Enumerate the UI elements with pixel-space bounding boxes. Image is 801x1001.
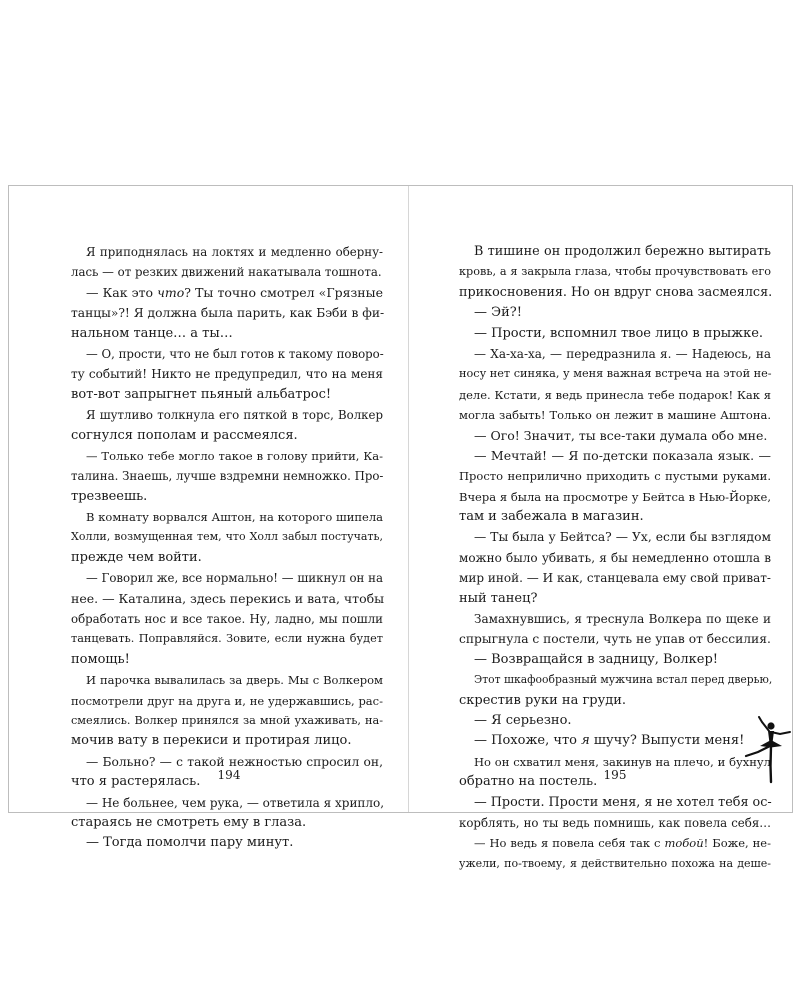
- text-run: Этот шкафообразный мужчина встал перед дверью,: [474, 673, 773, 687]
- left-page-line: [71, 568, 383, 588]
- text-run: — Возвращайся в задницу, Волкер!: [474, 651, 719, 667]
- text-run: ный танец?: [459, 590, 538, 606]
- right-page-line: [459, 466, 771, 486]
- text-run: нальном танце… а ты…: [71, 325, 233, 341]
- text-run: скрестив руки на груди.: [459, 692, 627, 708]
- left-page-line: [71, 629, 383, 649]
- text-run: И парочка вывалилась за дверь. Мы с Волкером: [86, 673, 383, 688]
- text-run: — Ого! Значит, ты все-таки думала обо мне.: [474, 427, 768, 443]
- text-run: можно было убивать, я бы немедленно отошла в: [459, 550, 771, 565]
- text-run: что я растерялась.: [71, 774, 201, 790]
- left-page-line: [71, 548, 383, 568]
- text-run: — Мечтай! — Я по-детски показала язык. —: [474, 447, 771, 463]
- text-run: В тишине он продолжил бережно вытирать: [474, 244, 771, 259]
- left-page-line: [71, 609, 383, 629]
- text-run: обратно на постель.: [459, 774, 598, 790]
- text-run: — Ты была у Бейтса? — Ух, если бы взглядом: [474, 530, 771, 545]
- text-run: носу нет синяка, у меня важная встреча на этой не-: [459, 367, 772, 381]
- text-run: Замахнувшись, я треснула Волкера по щеке и: [474, 612, 771, 627]
- left-page-line: [71, 405, 383, 425]
- left-page-line: [71, 385, 383, 405]
- left-page-line: [71, 833, 383, 853]
- text-run: мочив вату в перекиси и протирая лицо.: [71, 733, 352, 749]
- text-run: ту событий! Никто не предупредил, что на меня: [71, 367, 383, 382]
- text-run: талина. Знаешь, лучше вздремни немножко. Про-: [71, 469, 384, 484]
- text-run: — Ха-ха-ха, — передразнила я. — Надеюсь, на: [474, 346, 771, 361]
- right-page-line: [459, 283, 771, 303]
- left-page-line: [71, 242, 383, 262]
- text-run: ! Боже, не-: [703, 836, 771, 851]
- left-page-text: [71, 242, 383, 854]
- text-run: обработать нос и все такое. Ну, ладно, мы пошли: [71, 612, 383, 627]
- right-page-line: [459, 691, 771, 711]
- left-page-line: [71, 813, 383, 833]
- text-run: прикосновения. Но он вдруг снова засмеялся.: [459, 284, 773, 300]
- text-run: стараясь не смотреть ему в глаза.: [71, 814, 307, 830]
- text-run: кровь, а я закрыла глаза, чтобы прочувствовать его: [459, 265, 771, 279]
- right-page-line: [459, 426, 771, 446]
- right-page-line: [459, 364, 771, 384]
- right-page-line: [459, 793, 771, 813]
- right-page-line: [459, 813, 771, 833]
- left-page-line: [71, 527, 383, 547]
- right-page-line: [459, 548, 771, 568]
- right-page-line: [459, 324, 771, 344]
- text-run: В комнату ворвался Аштон, на которого шипела: [86, 510, 383, 525]
- text-run: — Я серьезно.: [474, 712, 572, 728]
- left-page-line: [71, 283, 383, 303]
- right-page-line: [459, 568, 771, 588]
- text-run: мир иной. — И как, станцевала ему свой приват-: [459, 571, 771, 586]
- text-run: — Но ведь я повела себя так с: [474, 836, 665, 851]
- italic-text: тобой: [664, 836, 704, 851]
- text-run: посмотрели друг на друга и, не удержавшись, рас-: [71, 693, 383, 708]
- right-page-line: [459, 629, 771, 649]
- right-page-line: [459, 303, 771, 323]
- left-page-line: [71, 303, 383, 323]
- text-run: — Эй?!: [474, 305, 522, 321]
- left-page-line: [71, 487, 383, 507]
- gutter-divider: [408, 186, 409, 812]
- text-run: согнулся пополам и рассмеялся.: [71, 427, 298, 443]
- text-run: Вчера я была на просмотре у Бейтса в Нью-Йорке,: [459, 489, 771, 504]
- text-run: лась — от резких движений накатывала тошнота.: [71, 265, 382, 280]
- book-spread: [8, 185, 793, 870]
- text-run: танцевать. Поправляйся. Зовите, если нужна будет: [71, 632, 383, 646]
- right-page-line: [459, 731, 771, 751]
- left-page-line: [71, 650, 383, 670]
- right-page-line: [459, 487, 771, 507]
- ballerina-icon: [744, 716, 792, 784]
- italic-text: что: [157, 284, 185, 300]
- text-run: могла забыть! Только он лежит в машине Аштона.: [459, 408, 771, 423]
- right-page-line: [459, 711, 771, 731]
- right-page-line: [459, 446, 771, 466]
- text-run: танцы»?! Я должна была парить, как Бэби в фи-: [71, 306, 385, 321]
- text-run: — Только тебе могло такое в голову прийти, Ка-: [86, 448, 383, 463]
- text-run: трезвеешь.: [71, 488, 148, 504]
- left-page-line: [71, 364, 383, 384]
- text-run: Холли, возмущенная тем, что Холл забыл постучать,: [71, 530, 383, 544]
- text-run: спрыгнула с постели, чуть не упав от бессилия.: [459, 632, 771, 647]
- right-page-line: [459, 854, 771, 874]
- left-page-line: [71, 426, 383, 446]
- italic-text: я: [581, 733, 590, 749]
- text-run: — Как это: [86, 284, 158, 300]
- text-run: нее. — Каталина, здесь перекись и вата, чтобы: [71, 590, 385, 606]
- left-page-line: [71, 446, 383, 466]
- left-page-line: [71, 793, 383, 813]
- text-run: — Больно? — с такой нежностью спросил он,: [86, 754, 383, 769]
- text-run: — Прости, вспомнил твое лицо в прыжке.: [474, 325, 764, 341]
- left-page-line: [71, 691, 383, 711]
- right-page-line: [459, 385, 771, 405]
- left-page-line: [71, 711, 383, 731]
- text-run: — Похоже, что: [474, 733, 582, 749]
- right-page-line: [459, 242, 771, 262]
- text-run: ? Ты точно смотрел «Грязные: [184, 284, 383, 300]
- left-page-number: 194: [217, 768, 241, 782]
- text-run: помощь!: [71, 651, 130, 667]
- text-run: смеялись. Волкер принялся за мной ухаживать, на-: [71, 713, 383, 727]
- right-page-number: 195: [603, 768, 627, 782]
- text-run: Просто неприлично приходить с пустыми руками.: [459, 469, 771, 484]
- text-run: — Тогда помолчи пару минут.: [86, 835, 294, 851]
- text-run: — О, прости, что не был готов к такому поворо-: [86, 346, 384, 361]
- right-page-line: [459, 527, 771, 547]
- text-run: шучу? Выпусти меня!: [589, 733, 745, 749]
- right-page-line: [459, 405, 771, 425]
- text-run: деле. Кстати, я ведь принесла тебе подарок! Как я: [459, 387, 771, 402]
- left-page-line: [71, 731, 383, 751]
- left-page-line: [71, 262, 383, 282]
- text-run: там и забежала в магазин.: [459, 509, 644, 525]
- left-page-line: [71, 344, 383, 364]
- right-page-line: [459, 589, 771, 609]
- left-page-line: [71, 589, 383, 609]
- text-run: — Прости. Прости меня, я не хотел тебя ос-: [474, 794, 772, 810]
- text-run: — Говорил же, все нормально! — шикнул он на: [86, 571, 383, 586]
- right-page-line: [459, 650, 771, 670]
- text-run: ужели, по-твоему, я действительно похожа на деше-: [459, 856, 771, 870]
- right-page-line: [459, 507, 771, 527]
- left-page-line: [71, 507, 383, 527]
- text-run: — Не больнее, чем рука, — ответила я хрипло,: [86, 795, 385, 810]
- right-page-line: [459, 609, 771, 629]
- text-run: вот-вот запрыгнет пьяный альбатрос!: [71, 386, 332, 402]
- right-page-line: [459, 262, 771, 282]
- left-page-line: [71, 466, 383, 486]
- text-run: прежде чем войти.: [71, 549, 202, 565]
- right-page-line: [459, 833, 771, 853]
- text-run: Я приподнялась на локтях и медленно оберну-: [86, 245, 383, 259]
- text-run: Я шутливо толкнула его пяткой в торс, Волкер: [86, 408, 383, 423]
- text-run: Но он схватил меня, закинув на плечо, и бухнул: [474, 754, 771, 769]
- right-page-line: [459, 670, 771, 690]
- left-page-line: [71, 670, 383, 690]
- right-page-line: [459, 344, 771, 364]
- text-run: корблять, но ты ведь помнишь, как повела себя…: [459, 815, 771, 830]
- left-page-line: [71, 324, 383, 344]
